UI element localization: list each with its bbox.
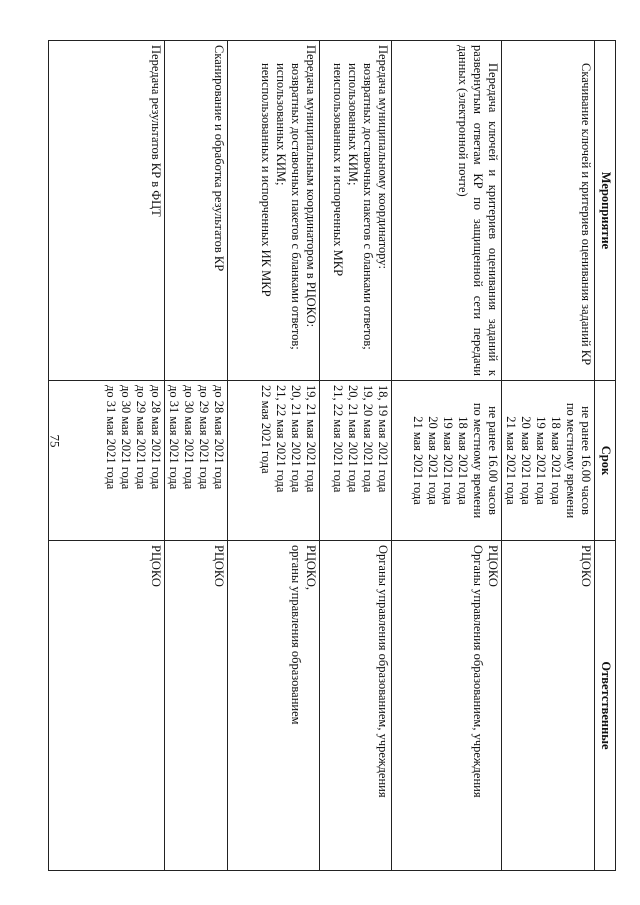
event-line: Скачивание ключей и критериев оценивания заданий КР	[579, 63, 593, 366]
responsible-cell	[392, 541, 502, 871]
header-responsible: Ответственные	[595, 541, 616, 871]
deadline-line: до 31 мая 2021 года	[104, 385, 118, 490]
deadline-cell	[49, 381, 165, 541]
deadline-line: 21, 22 мая 2021 года	[331, 385, 345, 493]
deadline-line: 22 мая 2021 года	[259, 385, 273, 474]
table-row	[165, 41, 228, 871]
event-line: Передача муниципальным координатором в РЦОКО:	[304, 45, 318, 328]
responsible-cell	[228, 541, 320, 871]
responsible-line: Органы управления образованием, учреждения	[376, 545, 390, 798]
deadline-line: 21, 22 мая 2021 года	[274, 385, 288, 493]
event-line: Передача ключей и критериев оценивания заданий к развернутым ответам КР по защищенной сети передачи данных (электронной почте)	[456, 45, 500, 376]
deadline-line: 19, 20 мая 2021 года	[361, 385, 375, 493]
event-cell	[392, 41, 502, 381]
event-cell	[502, 41, 595, 381]
deadline-line: до 29 мая 2021 года	[197, 385, 211, 490]
deadline-line: 18 мая 2021 года	[456, 416, 470, 505]
responsible-cell	[165, 541, 228, 871]
responsible-line: Органы управления образованием, учреждения	[471, 545, 485, 798]
event-line: Передача результатов КР в ФЦТ	[149, 45, 163, 217]
table-row	[49, 41, 165, 871]
deadline-cell	[320, 381, 392, 541]
deadline-line: не ранее 16.00 часов	[579, 406, 593, 515]
responsible-line: РЦОКО	[486, 545, 500, 587]
event-line: Сканирование и обработка результатов КР	[212, 45, 226, 272]
event-cell	[165, 41, 228, 381]
deadline-line: 21 мая 2021 года	[504, 416, 518, 505]
event-cell	[228, 41, 320, 381]
deadline-line: 19 мая 2021 года	[534, 416, 548, 505]
deadline-cell	[502, 381, 595, 541]
event-line: Передача муниципальному координатору:	[376, 45, 390, 269]
deadline-line: 20, 21 мая 2021 года	[289, 385, 303, 493]
deadline-line: не ранее 16.00 часов	[486, 406, 500, 515]
table-header	[595, 41, 616, 871]
responsible-line: РЦОКО,	[304, 545, 318, 591]
responsible-cell	[502, 541, 595, 871]
deadline-line: 18, 19 мая 2021 года	[376, 385, 390, 493]
event-line: использованных КИМ;	[346, 63, 360, 186]
event-line: возвратных доставочных пакетов с бланками ответов;	[289, 63, 303, 350]
deadline-line: до 29 мая 2021 года	[134, 385, 148, 490]
deadline-line: до 28 мая 2021 года	[212, 385, 226, 490]
table-row	[392, 41, 502, 871]
deadline-cell	[228, 381, 320, 541]
page-number: 75	[47, 434, 63, 448]
table-row	[320, 41, 392, 871]
schedule-table	[48, 40, 616, 871]
responsible-line: РЦОКО	[212, 545, 226, 587]
deadline-line: 18 мая 2021 года	[549, 416, 563, 505]
responsible-line: органы управления образованием	[289, 545, 303, 725]
event-cell	[320, 41, 392, 381]
rotated-table-wrapper	[76, 40, 616, 870]
deadline-line: 21 мая 2021 года	[411, 416, 425, 505]
deadline-line: по местному времени	[471, 402, 485, 519]
responsible-line: РЦОКО	[579, 545, 593, 587]
deadline-line: по местному времени	[564, 402, 578, 519]
deadline-cell	[392, 381, 502, 541]
deadline-line: до 30 мая 2021 года	[182, 385, 196, 490]
deadline-line: 19 мая 2021 года	[441, 416, 455, 505]
deadline-line: 19, 21 мая 2021 года	[304, 385, 318, 493]
event-line: неиспользованных и испорченных МКР	[331, 63, 345, 277]
deadline-line: до 30 мая 2021 года	[119, 385, 133, 490]
event-line: неиспользованных и испорченных ИК МКР	[259, 63, 273, 297]
event-line: использованных КИМ;	[274, 63, 288, 186]
event-line: возвратных доставочных пакетов с бланками ответов;	[361, 63, 375, 350]
responsible-cell	[49, 541, 165, 871]
deadline-line: 20, 21 мая 2021 года	[346, 385, 360, 493]
deadline-line: до 31 мая 2021 года	[167, 385, 181, 490]
header-event: Мероприятие	[595, 41, 616, 381]
deadline-line: до 28 мая 2021 года	[149, 385, 163, 490]
responsible-cell	[320, 541, 392, 871]
deadline-line: 20 мая 2021 года	[426, 416, 440, 505]
header-deadline: Срок	[595, 381, 616, 541]
table-body	[49, 41, 595, 871]
table-row	[228, 41, 320, 871]
event-cell	[49, 41, 165, 381]
deadline-cell	[165, 381, 228, 541]
deadline-line: 20 мая 2021 года	[519, 416, 533, 505]
responsible-line: РЦОКО	[149, 545, 163, 587]
table-row	[502, 41, 595, 871]
